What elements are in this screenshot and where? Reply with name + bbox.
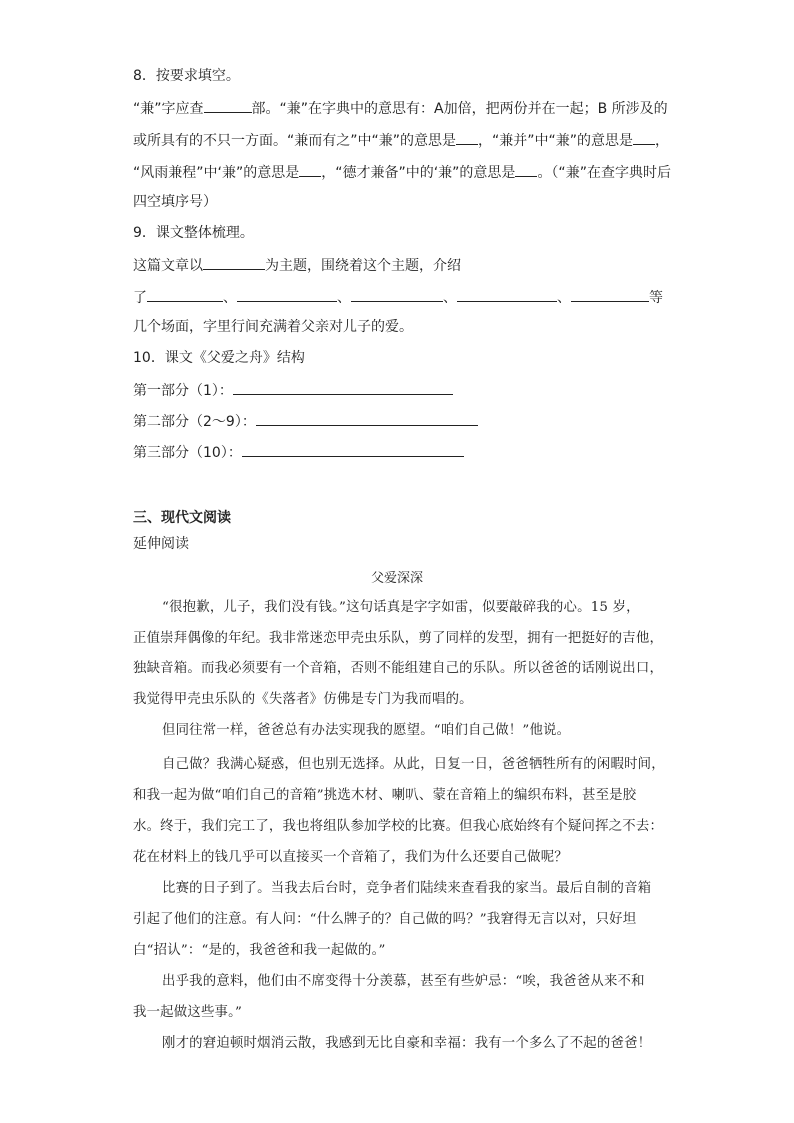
p1-line-4: 我觉得甲壳虫乐队的《失落者》仿佛是专门为我而唱的。	[133, 692, 473, 707]
q10-heading: 10．课文《父爱之舟》结构	[133, 350, 305, 366]
p5-line-2: 我一起做这些事。”	[133, 1005, 243, 1020]
article-title: 父爱深深	[370, 571, 423, 586]
p3-line-4: 花在材料上的钱几乎可以直接买一个音箱了，我们为什么还要自己做呢？	[133, 850, 568, 865]
blank-meaning-1[interactable]	[456, 130, 478, 145]
blank-meaning-3[interactable]	[299, 162, 321, 177]
blank-scene-2[interactable]	[237, 287, 337, 302]
p2-line-1: 但同往常一样，爸爸总有办法实现我的愿望。“咱们自己做！”他说。	[162, 723, 571, 738]
q9-line-1: 这篇文章以 为主题，围绕着这个主题，介绍	[133, 255, 461, 276]
blank-scene-3[interactable]	[351, 287, 443, 302]
p4-line-1: 比赛的日子到了。当我去后台时，竞争者们陆续来查看我的家当。最后自制的音箱	[162, 881, 652, 896]
blank-meaning-4[interactable]	[515, 162, 537, 177]
q8-heading: 8．按要求填空。	[133, 68, 240, 84]
blank-part-3[interactable]	[242, 442, 464, 457]
p4-line-3: 白“招认”：“是的，我爸爸和我一起做的。”	[133, 943, 386, 958]
p6-line-1: 刚才的窘迫顿时烟消云散，我感到无比自豪和幸福：我有一个多么了不起的爸爸！	[162, 1036, 652, 1051]
q9-line-2: 了 、 、 、 、 等	[133, 287, 663, 308]
q10-part-1: 第一部分（1）：	[133, 380, 453, 401]
section-heading: 三、现代文阅读	[133, 510, 231, 526]
p1-line-1: “很抱歉，儿子，我们没有钱。”这句话真是字字如雷，似要敲碎我的心。15 岁，	[162, 600, 640, 615]
p1-line-3: 独缺音箱。而我必须要有一个音箱，否则不能组建自己的乐队。所以爸爸的话刚说出口，	[133, 661, 664, 676]
q8-line-2: 或所具有的不只一方面。“兼而有之”中“兼”的意思是 ，“兼并”中“兼”的意思是 ，	[133, 130, 669, 151]
blank-theme[interactable]	[203, 255, 265, 270]
q8-line-4: 四空填序号）	[133, 194, 217, 210]
q9-line-3: 几个场面，字里行间充满着父亲对儿子的爱。	[133, 319, 413, 335]
p4-line-2: 引起了他们的注意。有人问：“什么牌子的？自己做的吗？”我窘得无言以对，只好坦	[133, 912, 637, 927]
p3-line-1: 自己做？我满心疑惑，但也别无选择。从此，日复一日，爸爸牺牲所有的闲暇时间，	[162, 757, 665, 772]
q10-part-2: 第二部分（2～9）：	[133, 411, 478, 432]
p3-line-2: 和我一起为做“咱们自己的音箱”挑选木材、喇叭、蒙在音箱上的编织布料，甚至是胶	[133, 788, 637, 803]
q8-line-3: “风雨兼程”中‘兼”的意思是 ，“德才兼备”中的‘兼”的意思是 。（“兼”在查字典时后	[133, 162, 671, 183]
blank-meaning-2[interactable]	[633, 130, 655, 145]
blank-scene-1[interactable]	[147, 287, 223, 302]
blank-scene-4[interactable]	[457, 287, 557, 302]
blank-scene-5[interactable]	[571, 287, 649, 302]
q9-heading: 9．课文整体梳理。	[133, 225, 254, 241]
blank-part-1[interactable]	[233, 380, 453, 395]
q8-line-1: “兼”字应查 部。“兼”在字典中的意思有：A加倍，把两份并在一起；B 所涉及的	[133, 98, 668, 119]
p5-line-1: 出乎我的意料，他们由不席变得十分羡慕，甚至有些妒忌：“唉，我爸爸从来不和	[162, 974, 645, 989]
p3-line-3: 水。终于，我们完工了，我也将组队参加学校的比赛。但我心底始终有个疑问挥之不去：	[133, 819, 664, 834]
p1-line-2: 正值崇拜偶像的年纪。我非常迷恋甲壳虫乐队，剪了同样的发型，拥有一把挺好的吉他，	[133, 631, 664, 646]
blank-radical[interactable]	[204, 98, 252, 113]
section-subheading: 延伸阅读	[133, 536, 189, 552]
blank-part-2[interactable]	[256, 411, 478, 426]
q10-part-3: 第三部分（10）：	[133, 442, 464, 463]
